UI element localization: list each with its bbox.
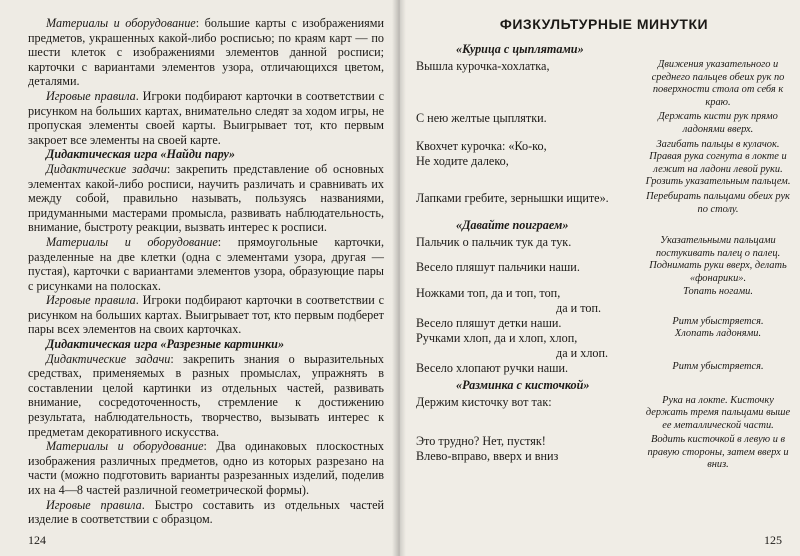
paragraph	[28, 439, 384, 497]
verse-row	[416, 139, 792, 189]
instruction-note: Движения указательного и среднего пальцев обеих рук по поверхности стола от себя к краю.	[651, 59, 785, 108]
paragraph	[28, 352, 384, 440]
page-number: 124	[28, 533, 46, 547]
para-label: Материалы и оборудование	[46, 439, 204, 454]
verse-row	[416, 434, 792, 472]
para-text: : большие карты с изображениями предметов, украшенных какой-либо росписью; по краям карт — по шести клеток с изображениями элементов данной росписи; карточки с вариантами элементов узора, отличающихся цветом, деталями.	[28, 16, 384, 89]
instruction-note: Перебирать пальцами обеих рук по столу.	[646, 190, 790, 215]
para-label: Материалы и оборудование	[46, 234, 218, 249]
verse-line: Лапками гребите, зернышки ищите».	[416, 190, 609, 205]
paragraph	[28, 293, 384, 337]
verse-row	[416, 191, 792, 216]
book-gutter	[392, 0, 406, 556]
instruction-note: Поднимать руки вверх, делать «фонарики».	[649, 260, 787, 284]
verse-line: Квохчет курочка: «Ко-ко,	[416, 138, 547, 153]
para-text: . Игроки подбирают карточки в соответствии с рисунком на больших картах, внимательно следят за ходом игры, не пропуская элементы своей карты. Выигрывает тот, кто первым закроет все элементы на своей карте.	[28, 88, 384, 147]
paragraph	[28, 16, 384, 89]
section-title: «Разминка с кисточкой»	[456, 377, 590, 392]
para-label: Материалы и оборудование	[46, 16, 196, 30]
instruction-note: Держать кисти рук прямо ладонями вверх.	[658, 111, 778, 135]
verse-row	[416, 235, 792, 260]
verse-row	[416, 361, 792, 376]
para-label: Игровые правила	[46, 88, 136, 103]
verse-line: да и хлоп.	[556, 345, 609, 360]
verse-line: Вышла курочка-хохлатка,	[416, 59, 550, 73]
verse-line: Ручками хлоп, да и хлоп, хлоп,	[416, 330, 578, 345]
page-title: ФИЗКУЛЬТУРНЫЕ МИНУТКИ	[499, 16, 709, 32]
verse-line: Весело пляшут пальчики наши.	[416, 260, 580, 275]
verse-row	[416, 111, 792, 136]
verse-line: Держим кисточку вот так:	[416, 394, 552, 409]
verse-line: Весело хлопают ручки наши.	[416, 360, 569, 375]
section-title: «Давайте поиграем»	[456, 218, 569, 233]
verse-line: С нею желтые цыплятки.	[416, 111, 547, 126]
page-number: 125	[764, 533, 782, 547]
instruction-note: Водить кисточкой в левую и в правую стороны, затем вверх и вниз.	[647, 434, 789, 471]
para-text: : прямоугольные карточки, разделенные на две клетки (одна с элементами узора, другая — пустая), карточки с вариантами элементов узора, образующие пары с рисунками на полосках.	[28, 234, 384, 293]
verse-row	[416, 395, 792, 433]
para-text: . Игроки подбирают карточки в соответствии с рисунком на больших картах. Выигрывает тот, кто первым подберет пары всех элементов на своих карточках.	[28, 293, 384, 337]
paragraph	[28, 89, 384, 147]
game-heading: Дидактическая игра «Разрезные картинки»	[46, 337, 285, 352]
verse-line: Влево-вправо, вверх и вниз	[416, 449, 559, 464]
right-page	[398, 0, 800, 556]
verse-row	[416, 286, 792, 316]
para-text: : закрепить знания о выразительных средствах, применяемых в разных промыслах, упражнять в составлении целой картинки из отдельных частей, развивать внимание, сосредоточенность, стремление к достижению результата, наблюдательность, творчество, вызывать интерес к предметам декоративного искусства.	[28, 351, 384, 439]
verse-row	[416, 316, 792, 361]
section-title: «Курица с цыплятами»	[456, 42, 584, 56]
para-text: : закрепить представление об основных элементах какой-либо росписи, научить различать и сравнивать их между собой, правильно называть, пользуясь названиями, придуманными мастерами промысла, развивать наблюдательность, внимание, быстроту реакции, вызвать интерес к росписи.	[28, 161, 385, 235]
verse-block	[416, 316, 634, 361]
instruction-note: Топать ногами.	[683, 285, 753, 297]
paragraph	[28, 498, 384, 527]
verse-line: да и топ.	[556, 300, 602, 315]
para-label: Дидактические задачи	[46, 351, 171, 366]
verse-block	[416, 139, 634, 189]
para-text: : Два одинаковых плоскостных изображения различных предметов, одно из которых разрезано на части (можно подготовить варианты разрезанных изделий, поделив их на 4—8 частей различной геометрической формы).	[28, 439, 385, 497]
instruction-note: Указательными пальцами постукивать палец о палец.	[655, 235, 781, 259]
verse-line: Весело пляшут детки наши.	[416, 315, 562, 330]
para-label: Игровые правила	[46, 497, 142, 512]
para-text: . Быстро составить из отдельных частей изделие в соответствии с образцом.	[28, 497, 385, 527]
instruction-note: Загибать пальцы в кулачок. Правая рука согнута в локте и лежит на ладони левой руки. Грозить указательным пальцем.	[645, 138, 791, 188]
verse-block	[416, 286, 634, 316]
para-label: Дидактические задачи	[46, 161, 167, 176]
verse-line: Это трудно? Нет, пустяк!	[416, 434, 546, 449]
para-label: Игровые правила	[46, 293, 136, 308]
verse-line: Не ходите далеко,	[416, 153, 509, 168]
verse-row	[416, 59, 792, 109]
instruction-note: Ритм убыстряется.	[672, 315, 764, 327]
verse-block	[416, 434, 634, 472]
instruction-note: Рука на локте. Кисточку держать тремя пальцами выше ее металлической части.	[645, 394, 791, 431]
instruction-notes	[644, 316, 792, 361]
paragraph	[28, 235, 384, 293]
paragraph	[28, 162, 384, 235]
left-page	[0, 0, 398, 556]
verse-row	[416, 260, 792, 285]
game-heading: Дидактическая игра «Найди пару»	[46, 147, 236, 162]
verse-line: Пальчик о пальчик тук да тук.	[416, 235, 572, 250]
instruction-note: Хлопать ладонями.	[674, 328, 762, 340]
instruction-note: Ритм убыстряется.	[672, 360, 764, 372]
verse-line: Ножками топ, да и топ, топ,	[416, 285, 561, 300]
